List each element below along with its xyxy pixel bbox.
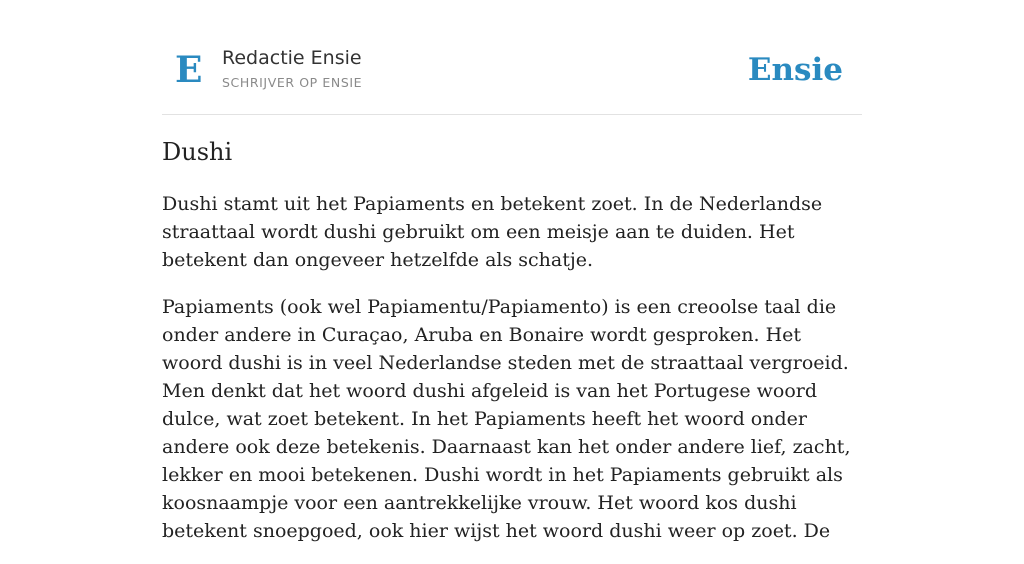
article-paragraph: Papiaments (ook wel Papiamentu/Papiamento) is een creoolse taal die onder andere in Curaçao, Aruba en Bonaire wordt gesproken. Het woord dushi is in veel Nederlandse steden met de straattaal vergroeid. Men denkt dat het woord dushi afgeleid is van het Portugese woord dulce, wat zoet betekent. In het Papiaments heeft het woord onder andere ook deze betekenis. Daarnaast kan het onder andere lief, zacht, lekker en mooi betekenen. Dushi wordt in het Papiaments gebruikt als koosnaampje voor een aantrekkelijke vrouw. Het woord kos dushi betekent snoepgoed, ook hier wijst het woord dushi weer op zoet. De bbox=[162, 296, 851, 542]
author-avatar[interactable]: E bbox=[175, 49, 203, 91]
author-role: SCHRIJVER OP ENSIE bbox=[222, 75, 363, 90]
article-body bbox=[162, 190, 862, 564]
ensie-logo[interactable]: Ensie bbox=[747, 52, 843, 88]
author-name[interactable]: Redactie Ensie bbox=[222, 47, 362, 69]
article-paragraph: Dushi stamt uit het Papiaments en betekent zoet. In de Nederlandse straattaal wordt dushi gebruikt om een meisje aan te duiden. Het betekent dan ongeveer hetzelfde als schatje. bbox=[162, 193, 823, 271]
page-title: Dushi bbox=[162, 138, 233, 166]
author-header bbox=[162, 0, 862, 115]
